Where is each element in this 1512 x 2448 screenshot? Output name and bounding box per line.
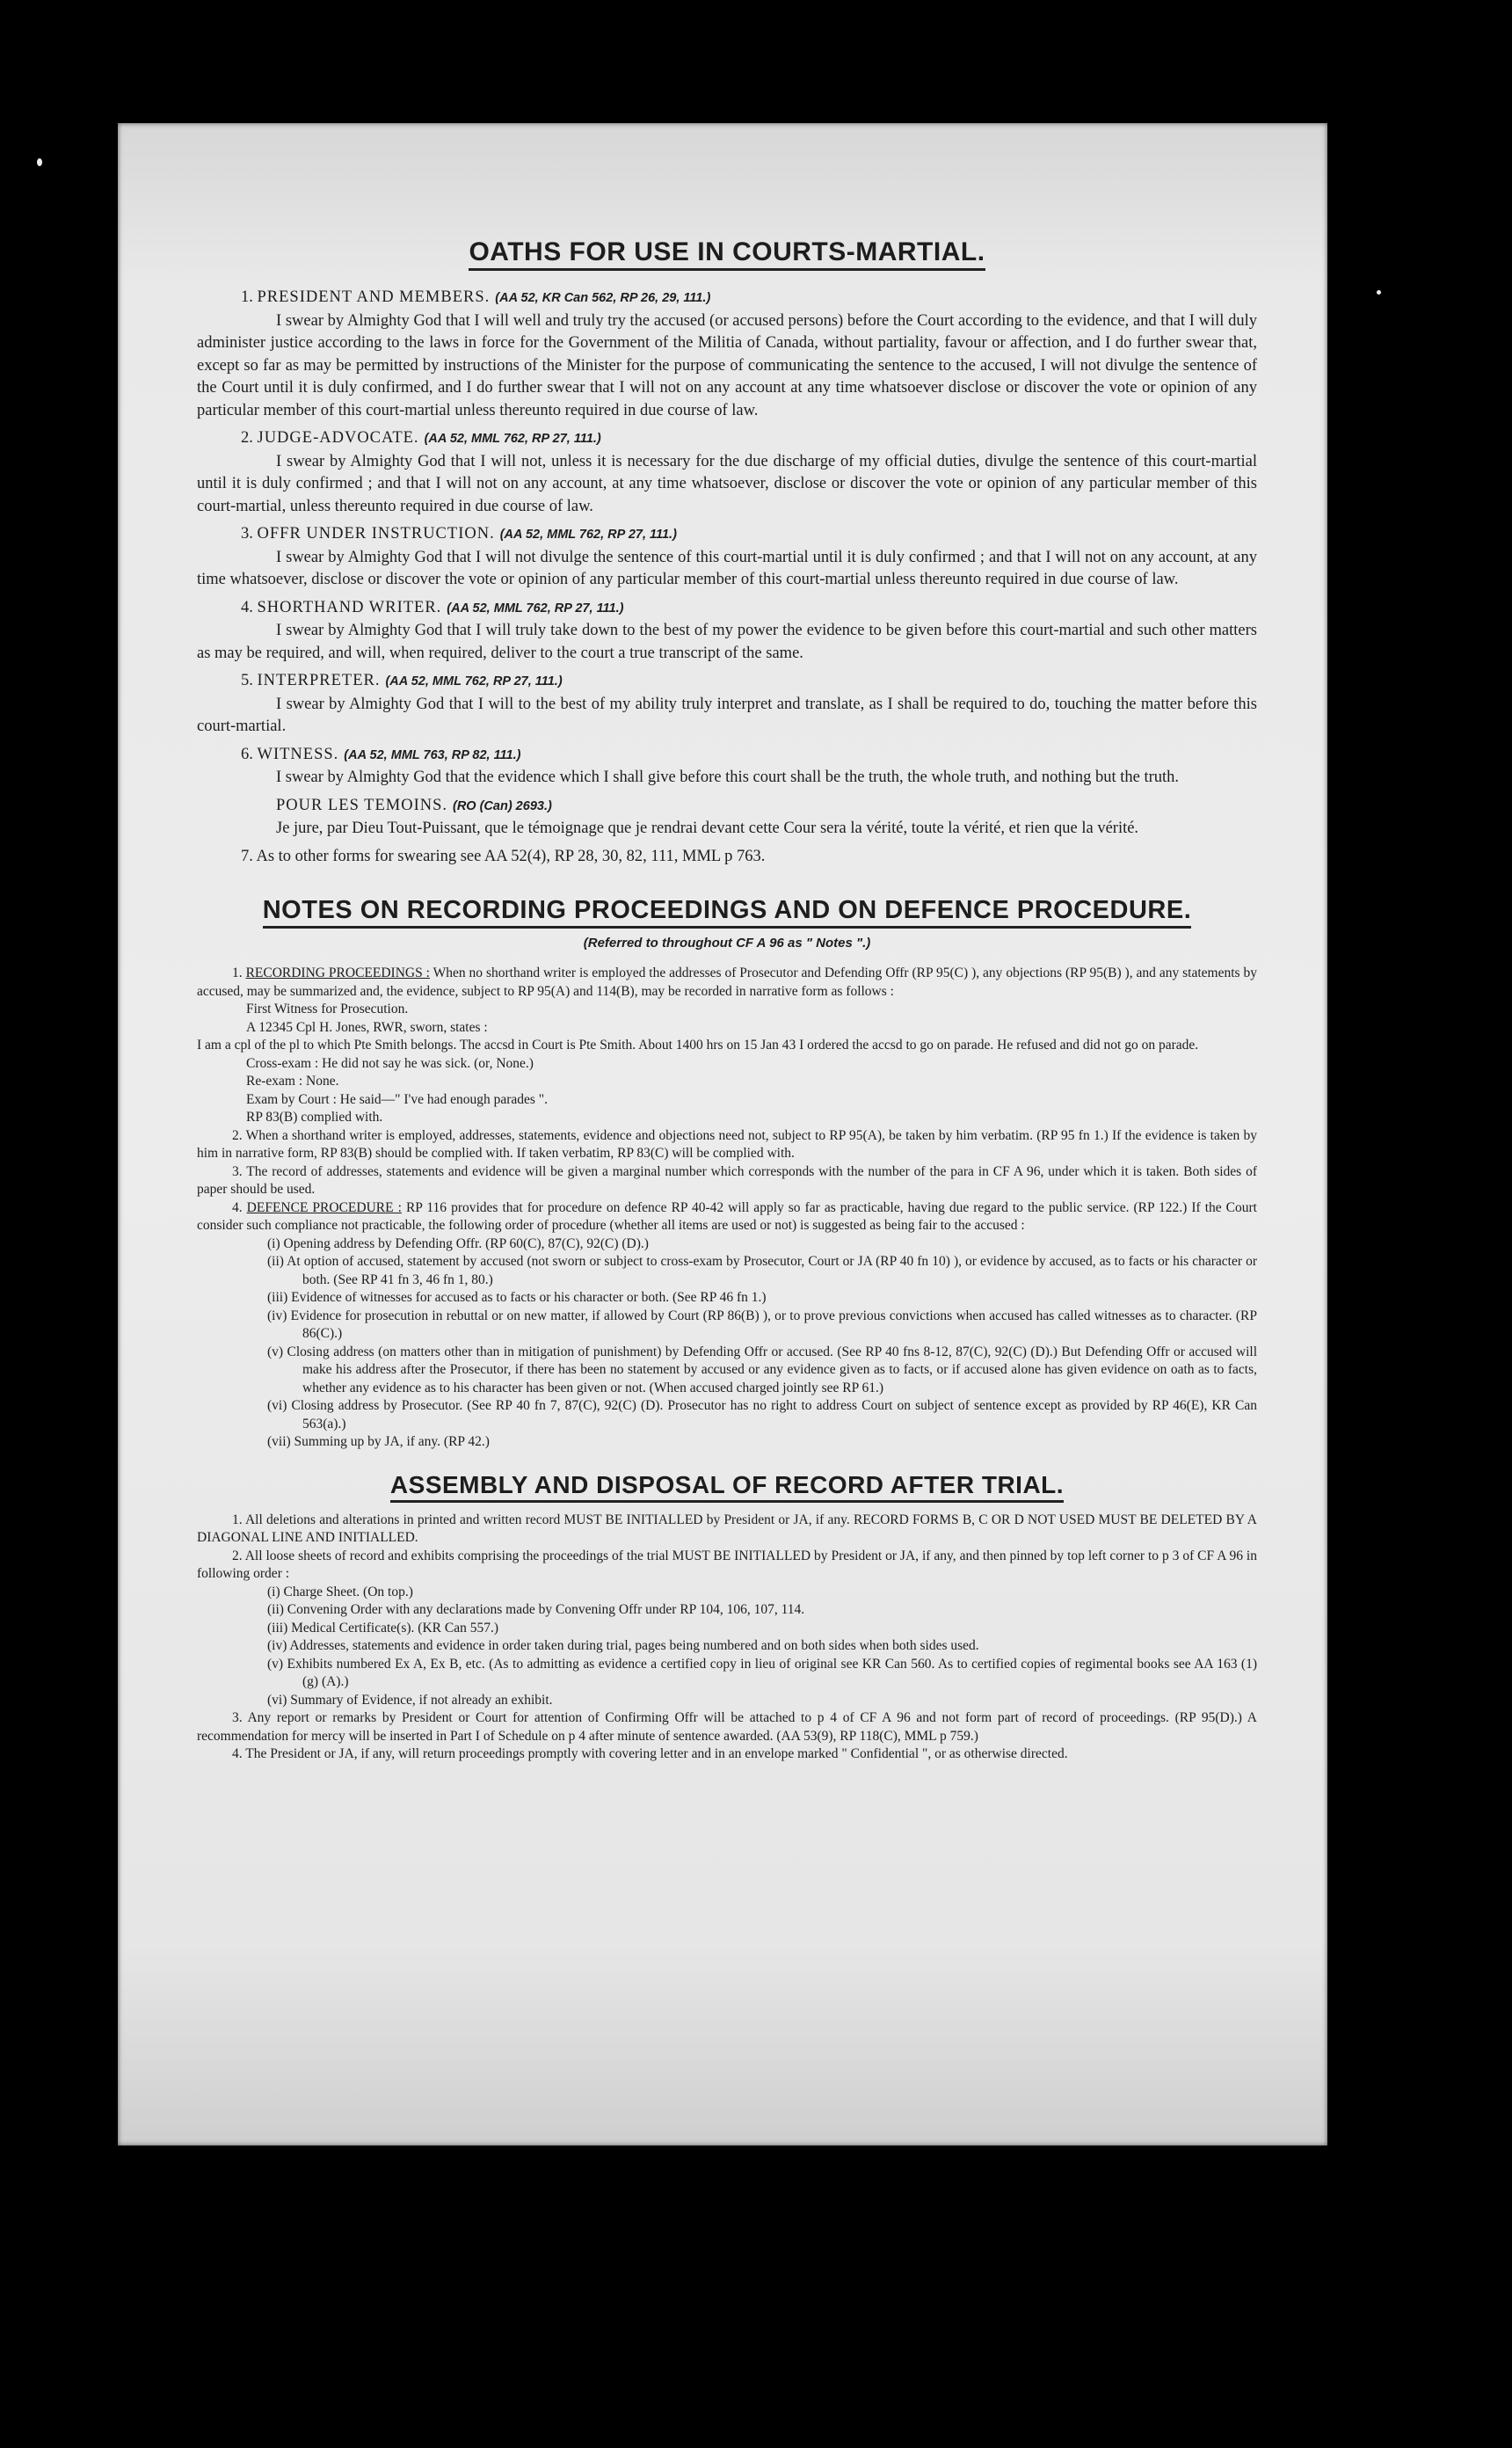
example-line: Exam by Court : He said—" I've had enough parades ". [246,1091,549,1107]
example-line: First Witness for Prosecution. [246,1002,409,1016]
notes-subheading: (Referred to throughout CF A 96 as " Notes ".) [583,936,871,951]
assembly-para-3: 3. Any report or remarks by President or Court for attention of Confirming Offr will be attached to p 4 of CF A 96 and not form part of record of proceedings. (RP 95(D).) A recommendation for mercy will be inserted in Part I of Schedule on p 4 after minute of sentence awarded. (AA 53(9), RP 118(C), MML p 759.) [197,1710,1257,1744]
notes-para-4: 4. DEFENCE PROCEDURE : RP 116 provides that for procedure on defence RP 40-42 will apply so far as practicable, having due regard to the public service. (RP 122.) If the Court consider such compliance not practicable, the following order of procedure (whether all items are used or not) is suggested as being fair to the accused : [197,1199,1257,1233]
defence-step: (ii) At option of accused, statement by accused (not sworn or subject to cross-exam by Prosecutor, Court or JA (RP 40 fn 10) ), or evidence by accused, as to facts or his character or both. (See RP 41 fn 3, 46 fn 1, 80.) [267,1254,1257,1287]
assembly-list-item: (v) Exhibits numbered Ex A, Ex B, etc. (As to admitting as evidence a certified copy in lieu of original see KR Can 560. As to certified copies of regimental books see AA 163 (1) (g) (A).) [267,1656,1257,1689]
assembly-para-2: 2. All loose sheets of record and exhibits comprising the proceedings of the trial MUST BE INITIALLED by President or JA, if any, and then pinned by top left corner to p 3 of CF A 96 in following order : [197,1548,1257,1581]
example-line: A 12345 Cpl H. Jones, RWR, sworn, states : [246,1019,488,1035]
example-line: Re-exam : None. [246,1074,339,1089]
oath-item-2: 2. JUDGE-ADVOCATE. (AA 52, MML 762, RP 27, 111.) I swear by Almighty God that I will not, unless it is necessary for the due discharge of my official duties, divulge the sentence of this court-martial until it is duly confirmed ; and that I will not on any account, at any time whatsoever, disclose or discover the vote or opinion of any particular member of this court-martial, unless thereunto required in due course of law. [197,429,1257,515]
defence-step: (i) Opening address by Defending Offr. (RP 60(C), 87(C), 92(C) (D).) [267,1235,649,1251]
oath-item-5: 5. INTERPRETER. (AA 52, MML 762, RP 27, 111.) I swear by Almighty God that I will to the best of my ability truly interpret and translate, as I shall be required to do, touching the matter before this court-martial. [197,672,1257,735]
oath-item-6: 6. WITNESS. (AA 52, MML 763, RP 82, 111.) I swear by Almighty God that the evidence which I shall give before this court shall be the truth, the whole truth, and nothing but the truth. [241,745,1180,786]
assembly-list-item: (vi) Summary of Evidence, if not already an exhibit. [267,1692,553,1708]
assembly-para-1: 1. All deletions and alterations in printed and written record MUST BE INITIALLED by President or JA, if any. RECORD FORMS B, C OR D NOT USED MUST BE DELETED BY A DIAGONAL LINE AND INITIALLED. [197,1512,1257,1545]
defence-step: (v) Closing address (on matters other than in mitigation of punishment) by Defending Offr or accused. (See RP 40 fns 8-12, 87(C), 92(C) (D).) But Defending Offr or accused will make his address after the Prosecutor, if there has been no statement by accused or any evidence given as to facts, or if accused alone has given evidence on oath as to facts, whether any evidence as to his character has been given or not. (When accused charged jointly see RP 61.) [267,1344,1257,1395]
assembly-list-item: (iv) Addresses, statements and evidence in order taken during trial, pages being numbered and on both sides when both sides used. [267,1638,979,1653]
defence-step: (iii) Evidence of witnesses for accused as to facts or his character or both. (See RP 46 fn 1.) [267,1290,767,1305]
assembly-list-item: (i) Charge Sheet. (On top.) [267,1584,413,1599]
oath-item-3: 3. OFFR UNDER INSTRUCTION. (AA 52, MML 762, RP 27, 111.) I swear by Almighty God that I will not divulge the sentence of this court-martial until it is duly confirmed ; and that I will not on any account, at any time whatsoever, disclose or discover the vote or opinion of any particular member of this court-martial unless thereunto required in due course of law. [197,525,1257,588]
dust-speck [1377,290,1381,295]
document-page [118,123,1327,2146]
example-line: RP 83(B) complied with. [246,1110,383,1125]
oath-item-4: 4. SHORTHAND WRITER. (AA 52, MML 762, RP 27, 111.) I swear by Almighty God that I will truly take down to the best of my power the evidence to be given before this court-martial and such other matters as may be required, and will, when required, deliver to the court a true transcript of the same. [197,598,1257,662]
notes-para-2: 2. When a shorthand writer is employed, addresses, statements, evidence and objections need not, subject to RP 95(A), be taken by him verbatim. (RP 95 fn 1.) If the evidence is taken by him in narrative form, RP 83(B) should be complied with. If taken verbatim, RP 83(C) will be complied with. [197,1127,1257,1161]
defence-step: (vii) Summing up by JA, if any. (RP 42.) [267,1434,490,1449]
assembly-body [197,1512,1257,1764]
notes-para-3: 3. The record of addresses, statements and evidence will be given a marginal number which corresponds with the number of the para in CF A 96, under which it is taken. Both sides of paper should be used. [197,1163,1257,1197]
assembly-list-item: (iii) Medical Certificate(s). (KR Can 557.) [267,1620,498,1636]
oath-item-1: 1. PRESIDENT AND MEMBERS. (AA 52, KR Can 562, RP 26, 29, 111.) I swear by Almighty God that I will well and truly try the accused (or accused persons) before the Court according to the evidence, and that I will duly administer justice according to the laws in force for the Government of the Militia of Canada, without partiality, favour or affection, and I do further swear that, except so far as may be permitted by instructions of the Minister for the purpose of communicating the sentence to the accused, I will not divulge the sentence of the Court until it is duly confirmed, and I do further swear that I will not on any account at any time whatsoever disclose or discover the vote or opinion of any particular member of this court-martial unless thereunto required in due course of law. [197,288,1257,419]
notes-para-1: 1. RECORDING PROCEEDINGS : When no shorthand writer is employed the addresses of Prosecutor and Defending Offr (RP 95(C) ), any objections (RP 95(B) ), and any statements by accused, may be summarized and, the evidence, subject to RP 95(A) and 114(B), may be recorded in narrative form as follows : [197,965,1258,999]
notes-body [197,965,1257,1452]
oaths-heading: OATHS FOR USE IN COURTS-MARTIAL. [197,237,1257,267]
defence-step: (iv) Evidence for prosecution in rebuttal or on new matter, if allowed by Court (RP 86(B) ), or to prove previous convictions when accused has called witnesses as to character. (RP 86(C).) [267,1308,1257,1341]
dust-speck [37,158,42,166]
assembly-heading: ASSEMBLY AND DISPOSAL OF RECORD AFTER TRIAL. [197,1471,1257,1499]
assembly-para-4: 4. The President or JA, if any, will return proceedings promptly with covering letter and in an envelope marked " Confidential ", or as otherwise directed. [232,1746,1068,1761]
assembly-list-item: (ii) Convening Order with any declarations made by Convening Offr under RP 104, 106, 107, 114. [267,1602,805,1617]
oath-item-7: 7. As to other forms for swearing see AA 52(4), RP 28, 30, 82, 111, MML p 763. [241,847,766,865]
oath-item-french: POUR LES TEMOINS. (RO (Can) 2693.) Je jure, par Dieu Tout-Puissant, que le témoignage que je rendrai devant cette Cour sera la vérité, toute la vérité, et rien que la vérité. [276,796,1139,837]
example-line: Cross-exam : He did not say he was sick. (or, None.) [246,1055,534,1071]
notes-heading: NOTES ON RECORDING PROCEEDINGS AND ON DEFENCE PROCEDURE. [197,896,1257,925]
defence-step: (vi) Closing address by Prosecutor. (See RP 40 fn 7, 87(C), 92(C) (D). Prosecutor has no right to address Court on subject of sentence except as provided by RP 46(E), KR Can 563(a).) [267,1398,1257,1432]
example-line: I am a cpl of the pl to which Pte Smith belongs. The accsd in Court is Pte Smith. About 1400 hrs on 15 Jan 43 I ordered the accsd to go on parade. He refused and did not go on parade. [197,1038,1199,1053]
